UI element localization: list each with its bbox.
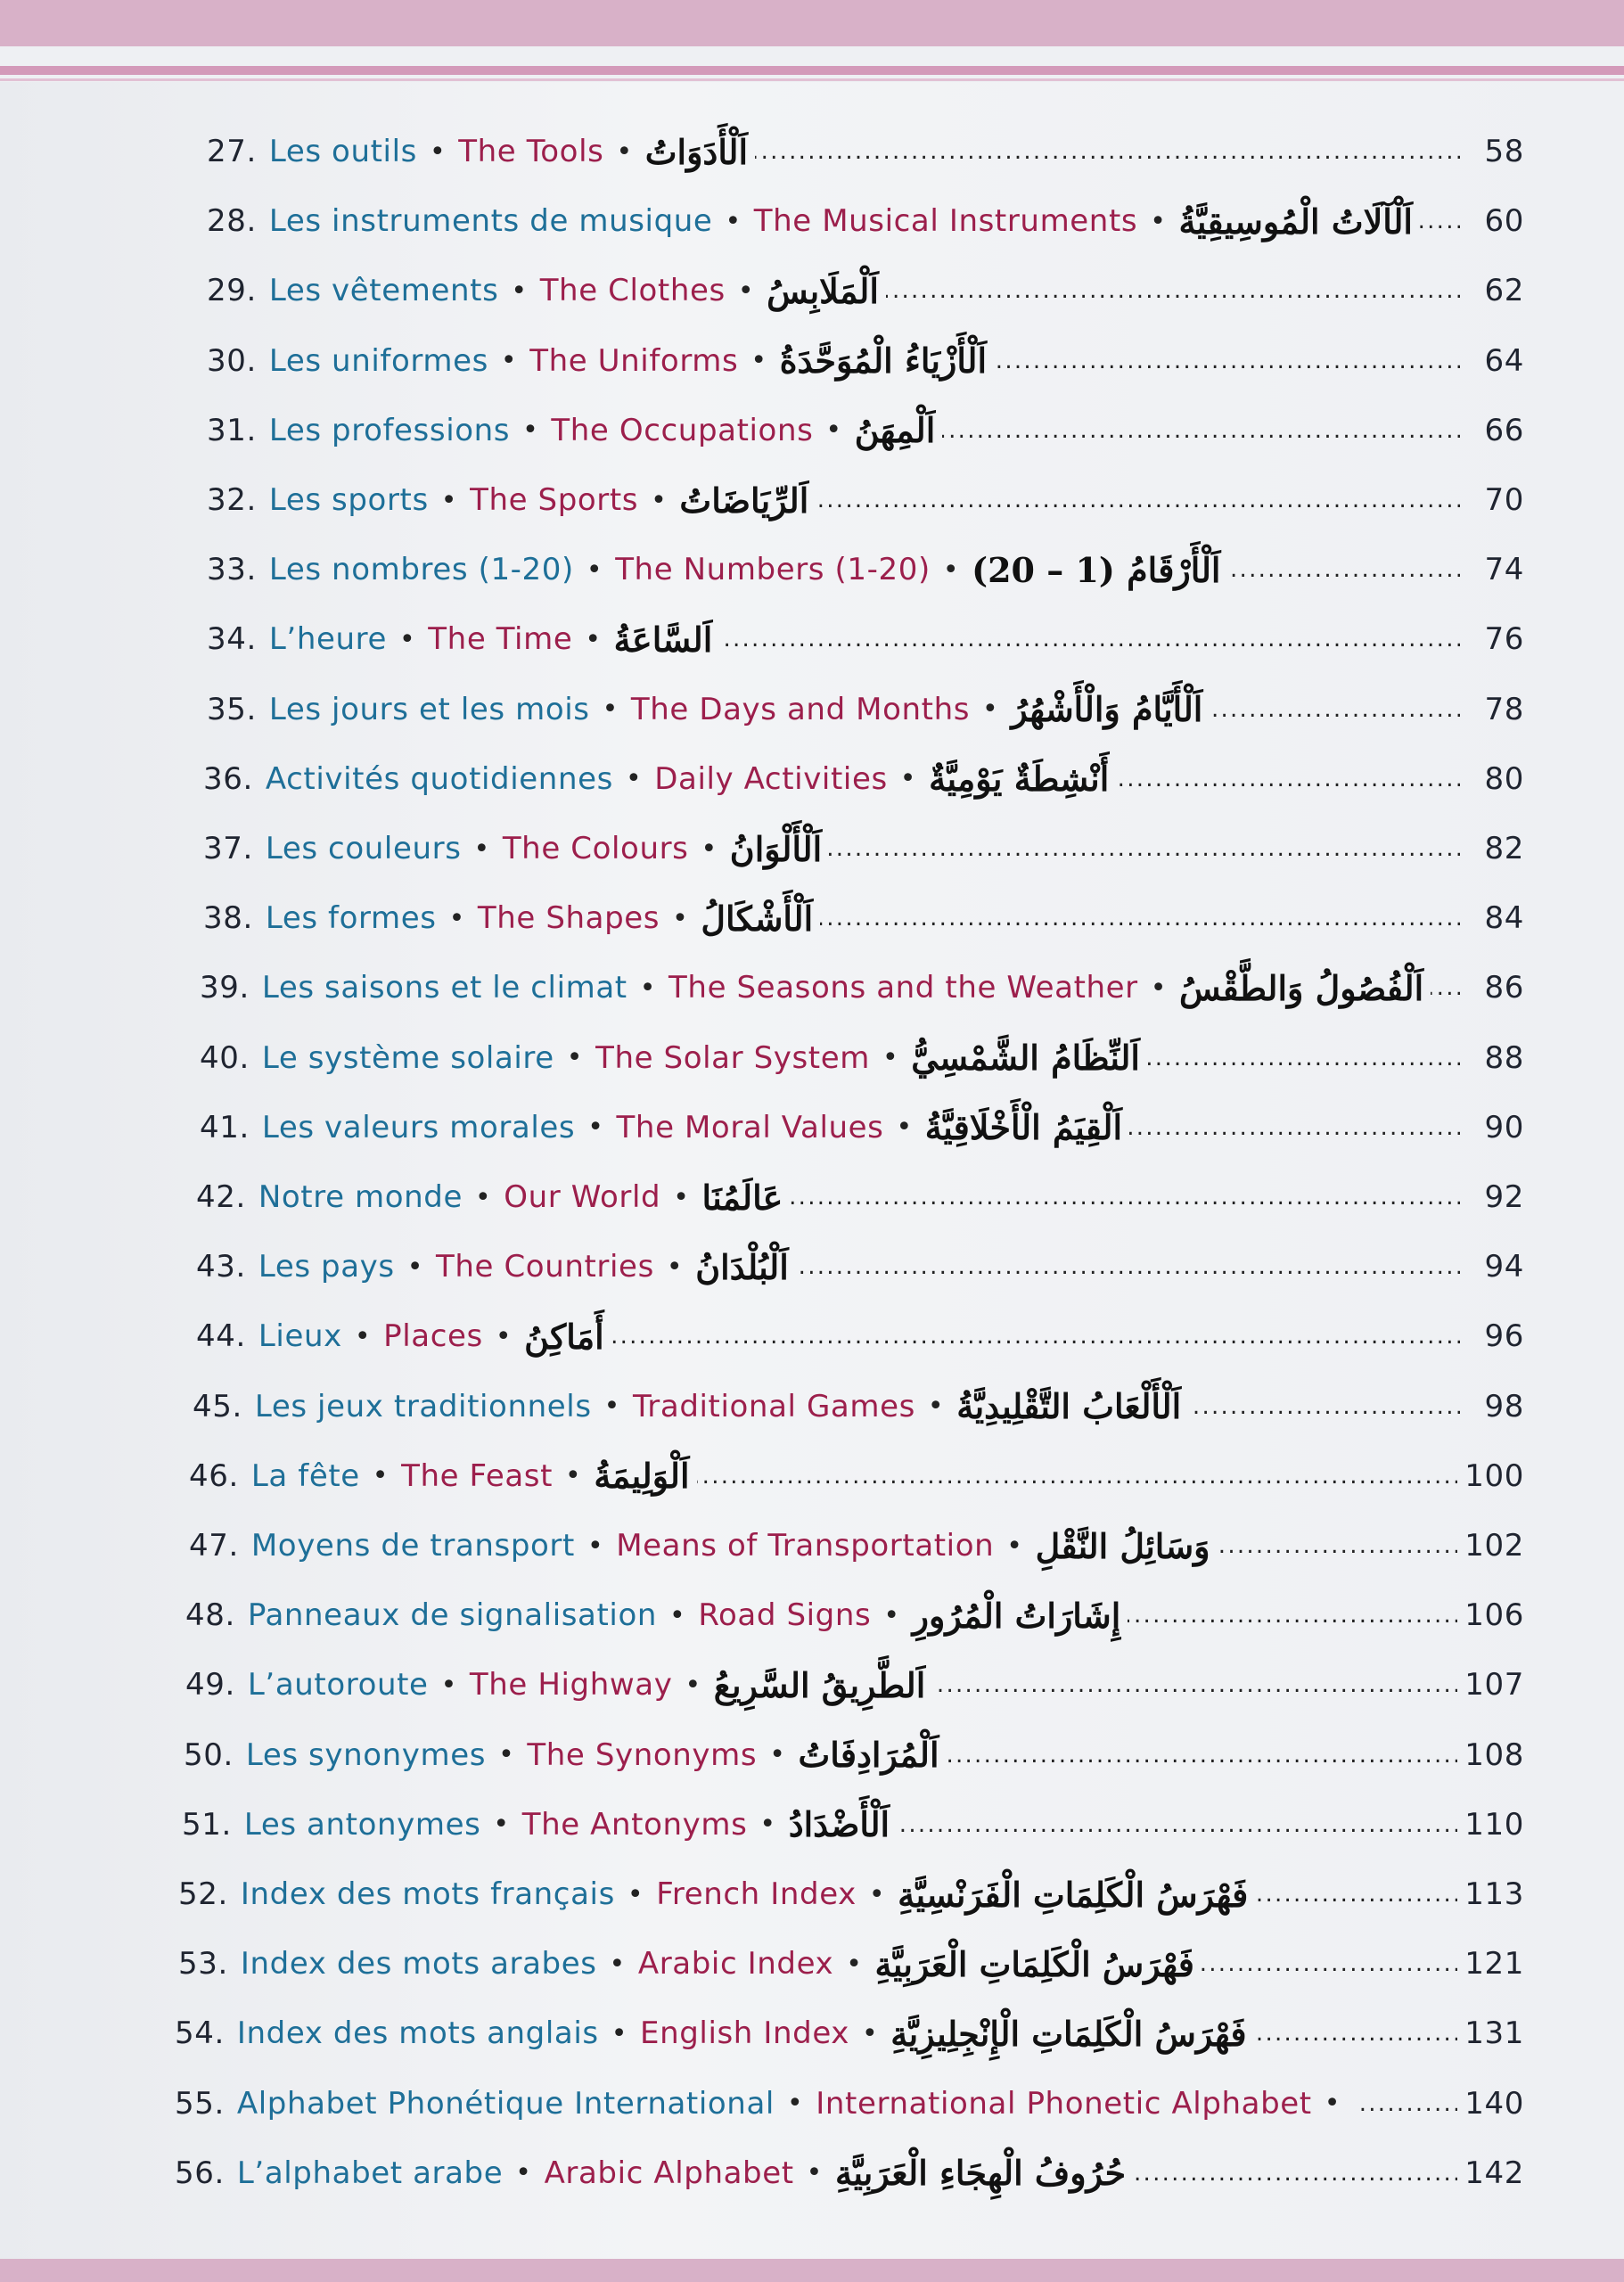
bullet-separator: • — [515, 2157, 532, 2189]
bullet-separator: • — [825, 415, 842, 447]
entry-page-number: 110 — [1464, 1806, 1524, 1843]
entry-title-french: Les jeux traditionnels — [254, 1388, 592, 1424]
toc-entry[interactable] — [203, 752, 1524, 806]
toc-entry[interactable] — [189, 1519, 1524, 1572]
entry-title-arabic: أَمَاكِنُ — [524, 1316, 604, 1357]
bullet-separator: • — [639, 972, 657, 1004]
entry-title-english: The Antonyms — [521, 1806, 748, 1843]
bullet-separator: • — [627, 1878, 644, 1910]
entry-number: 56. — [175, 2155, 225, 2191]
entry-title-french: Alphabet Phonétique International — [236, 2085, 775, 2122]
entry-page-number: 84 — [1484, 900, 1524, 937]
dot-leader — [1218, 1528, 1458, 1564]
entry-page-number: 107 — [1464, 1667, 1524, 1703]
bullet-separator: • — [725, 205, 742, 237]
entry-page-number: 76 — [1484, 621, 1524, 658]
entry-page-number: 113 — [1464, 1876, 1524, 1912]
entry-title-french: Les couleurs — [265, 831, 462, 866]
entry-title-arabic: اَلْأَدَوَاتُ — [644, 131, 749, 172]
dot-leader — [1133, 2155, 1457, 2191]
dot-leader — [719, 621, 1460, 657]
entry-number: 33. — [207, 552, 257, 588]
entry-title-french: Lieux — [258, 1318, 342, 1355]
entry-number: 40. — [200, 1039, 250, 1076]
entry-title-english: The Sports — [470, 482, 639, 518]
entry-number: 31. — [207, 412, 257, 448]
entry-number: 49. — [185, 1667, 235, 1703]
bullet-separator: • — [511, 275, 528, 307]
entry-title-french: Les outils — [268, 134, 417, 169]
bullet-separator: • — [429, 135, 447, 168]
entry-title-arabic: اَلْآلَاتُ الْمُوسِيقِيَّةُ — [1178, 201, 1413, 242]
bullet-separator: • — [737, 275, 755, 307]
dot-leader — [994, 343, 1460, 379]
entry-title-arabic: اَلْأَيَّامُ وَالْأَشْهُرُ — [1011, 689, 1203, 730]
entry-number: 46. — [189, 1457, 239, 1494]
dot-leader — [1255, 1876, 1457, 1912]
bullet-separator: • — [672, 902, 689, 934]
entry-number: 28. — [207, 203, 257, 240]
entry-page-number: 102 — [1464, 1528, 1524, 1564]
dot-leader — [932, 1667, 1457, 1703]
bullet-separator: • — [927, 1391, 945, 1423]
toc-entry[interactable] — [207, 334, 1524, 388]
entry-title-english: The Uniforms — [529, 342, 739, 379]
bullet-separator: • — [354, 1320, 372, 1352]
bullet-separator: • — [982, 694, 999, 726]
entry-number: 50. — [184, 1736, 234, 1773]
entry-title-arabic: اَلنِّظَامُ الشَّمْسِيُّ — [911, 1038, 1140, 1079]
dot-leader — [755, 134, 1460, 169]
toc-entry[interactable] — [207, 404, 1524, 457]
entry-page-number: 88 — [1484, 1039, 1524, 1076]
entry-title-french: Moyens de transport — [250, 1528, 575, 1564]
dot-leader — [796, 1249, 1460, 1285]
dot-leader — [1210, 692, 1460, 727]
entry-page-number: 74 — [1484, 552, 1524, 588]
entry-title-arabic: اَلْمُرَادِفَاتُ — [798, 1735, 939, 1776]
dot-leader — [697, 1458, 1458, 1494]
bullet-separator: • — [586, 1530, 604, 1562]
toc-entry[interactable] — [207, 194, 1524, 248]
entry-number: 27. — [207, 134, 257, 169]
entry-page-number: 142 — [1464, 2155, 1524, 2191]
entry-title-english: The Clothes — [539, 273, 726, 309]
bullet-separator: • — [759, 1809, 776, 1841]
entry-number: 29. — [207, 273, 257, 309]
entry-title-arabic: اَلْبُلْدَانُ — [695, 1246, 789, 1287]
entry-title-english: The Solar System — [595, 1039, 870, 1076]
entry-title-english: The Time — [428, 621, 573, 658]
bullet-separator: • — [769, 1739, 786, 1771]
entry-page-number: 131 — [1464, 2015, 1524, 2052]
entry-number: 30. — [207, 342, 257, 379]
entry-page-number: 140 — [1464, 2085, 1524, 2122]
bullet-separator: • — [942, 554, 960, 586]
entry-title-arabic: حُرُوفُ الْهِجَاءِ الْعَرَبِيَّةِ — [834, 2153, 1127, 2194]
bullet-separator: • — [882, 1042, 899, 1074]
toc-entry[interactable] — [200, 1101, 1524, 1154]
bullet-separator: • — [609, 1948, 626, 1980]
entry-title-english: The Colours — [502, 831, 689, 866]
dot-leader — [1202, 1946, 1457, 1982]
entry-number: 53. — [178, 1946, 228, 1982]
bullet-separator: • — [1150, 205, 1167, 237]
entry-number: 42. — [196, 1179, 246, 1215]
entry-page-number: 121 — [1464, 1946, 1524, 1982]
entry-title-arabic: اَلْفُصُولُ وَالطَّقْسُ — [1179, 967, 1424, 1008]
entry-page-number: 96 — [1484, 1318, 1524, 1355]
entry-title-english: The Musical Instruments — [753, 203, 1138, 240]
dot-leader — [829, 831, 1460, 866]
entry-page-number: 64 — [1484, 342, 1524, 379]
bullet-separator: • — [861, 2017, 879, 2049]
entry-page-number: 86 — [1484, 970, 1524, 1006]
toc-entry[interactable] — [196, 1309, 1524, 1363]
entry-title-english: English Index — [639, 2015, 849, 2052]
entry-number: 44. — [196, 1318, 246, 1355]
toc-entry[interactable] — [178, 1867, 1524, 1921]
entry-title-french: Les instruments de musique — [268, 203, 713, 240]
bullet-separator: • — [566, 1042, 584, 1074]
bullet-separator: • — [1324, 2088, 1341, 2120]
bullet-separator: • — [846, 1948, 863, 1980]
entry-number: 51. — [182, 1806, 232, 1843]
bullet-separator: • — [883, 1599, 900, 1631]
entry-title-french: Les valeurs morales — [261, 1109, 576, 1145]
entry-page-number: 100 — [1464, 1457, 1524, 1494]
toc-entry[interactable] — [196, 1170, 1524, 1224]
dot-leader — [942, 413, 1460, 448]
entry-title-english: Means of Transportation — [616, 1528, 995, 1564]
entry-page-number: 58 — [1484, 134, 1524, 169]
entry-title-english: The Highway — [469, 1667, 673, 1703]
bullet-separator: • — [616, 135, 633, 168]
dot-leader — [1254, 2015, 1458, 2051]
bullet-separator: • — [493, 1809, 510, 1841]
bullet-separator: • — [611, 2017, 627, 2049]
entry-number: 35. — [207, 691, 257, 727]
entry-title-english: Daily Activities — [654, 760, 888, 797]
toc-entry[interactable] — [207, 612, 1524, 666]
entry-title-french: L’heure — [268, 621, 387, 658]
toc-entry[interactable] — [175, 2007, 1524, 2060]
entry-title-french: Index des mots arabes — [240, 1946, 597, 1982]
entry-title-english: The Occupations — [551, 412, 814, 448]
entry-page-number: 108 — [1464, 1736, 1524, 1773]
bullet-separator: • — [666, 1251, 684, 1283]
dot-leader — [886, 273, 1460, 308]
toc-entry[interactable] — [196, 1240, 1524, 1293]
bullet-separator: • — [440, 1669, 457, 1701]
toc-entry[interactable] — [200, 1031, 1524, 1085]
toc-entry[interactable] — [185, 1658, 1524, 1712]
dot-leader — [816, 482, 1460, 518]
entry-title-arabic: اَلسَّاعَةُ — [613, 619, 713, 660]
entry-number: 34. — [207, 621, 257, 658]
toc-entry[interactable] — [203, 891, 1524, 945]
entry-title-arabic: فَهْرَسُ الْكَلِمَاتِ الْإِنْجِلِيزِيَّةِ — [890, 2013, 1247, 2054]
entry-title-english: The Tools — [458, 134, 604, 169]
bullet-separator: • — [669, 1599, 686, 1631]
entry-title-english: Arabic Index — [637, 1946, 834, 1982]
toc-entry[interactable] — [182, 1798, 1524, 1851]
toc-entry[interactable] — [184, 1728, 1524, 1782]
entry-title-arabic: اَلْأَلْوَانُ — [729, 828, 823, 869]
dot-leader — [611, 1318, 1460, 1354]
entry-title-english: The Shapes — [477, 900, 660, 937]
entry-page-number: 92 — [1484, 1179, 1524, 1215]
entry-page-number: 78 — [1484, 691, 1524, 727]
entry-number: 45. — [193, 1388, 242, 1424]
entry-title-french: L’alphabet arabe — [236, 2155, 504, 2191]
entry-number: 37. — [203, 831, 253, 866]
entry-title-french: Le système solaire — [261, 1039, 554, 1076]
bullet-separator: • — [585, 623, 602, 655]
entry-page-number: 60 — [1484, 203, 1524, 240]
dot-leader — [1128, 1597, 1457, 1633]
bullet-separator: • — [868, 1878, 886, 1910]
bullet-separator: • — [474, 1181, 492, 1213]
entry-number: 55. — [175, 2085, 225, 2122]
bullet-separator: • — [806, 2157, 823, 2189]
entry-title-arabic: اَلْأَشْكَالُ — [701, 898, 814, 939]
bullet-separator: • — [586, 554, 603, 586]
entry-title-arabic: اَلْمِهَنُ — [854, 410, 936, 451]
dot-leader — [1420, 203, 1460, 239]
dot-leader — [1227, 552, 1460, 587]
dot-leader — [947, 1737, 1458, 1773]
bullet-separator: • — [448, 902, 465, 934]
dot-leader — [1147, 1040, 1460, 1076]
entry-title-french: Les uniformes — [268, 342, 488, 379]
dot-leader — [1431, 970, 1460, 1006]
entry-title-arabic: اَلطَّرِيقُ السَّرِيعُ — [713, 1664, 926, 1705]
entry-page-number: 82 — [1484, 831, 1524, 866]
entry-title-english: The Days and Months — [630, 691, 971, 727]
bullet-separator: • — [786, 2088, 804, 2120]
toc-entry[interactable] — [193, 1380, 1524, 1433]
entry-number: 43. — [196, 1249, 246, 1285]
entry-number: 52. — [178, 1876, 228, 1912]
entry-title-english: The Synonyms — [527, 1736, 758, 1773]
toc-entry[interactable] — [203, 822, 1524, 875]
entry-title-english: Traditional Games — [632, 1388, 915, 1424]
entry-page-number: 90 — [1484, 1109, 1524, 1145]
entry-title-english: The Moral Values — [616, 1109, 884, 1145]
toc-entry[interactable] — [200, 961, 1524, 1014]
entry-title-arabic: فَهْرَسُ الْكَلِمَاتِ الْفَرَنْسِيَّةِ — [898, 1874, 1249, 1915]
entry-title-french: Panneaux de signalisation — [247, 1597, 658, 1634]
bullet-separator: • — [673, 1181, 690, 1213]
entry-title-english: International Phonetic Alphabet — [816, 2085, 1312, 2122]
dot-leader — [897, 1807, 1457, 1843]
toc-entry[interactable] — [175, 2077, 1524, 2130]
entry-title-french: Les pays — [258, 1249, 395, 1285]
entry-page-number: 98 — [1484, 1388, 1524, 1424]
entry-title-french: Les jours et les mois — [268, 691, 590, 727]
entry-title-french: Activités quotidiennes — [265, 760, 613, 797]
entry-title-arabic: عَالَمُنَا — [701, 1177, 783, 1218]
bullet-separator: • — [498, 1739, 515, 1771]
bullet-separator: • — [685, 1669, 701, 1701]
dot-leader — [1129, 1110, 1460, 1145]
entry-title-arabic: اَلْأَضْدَادُ — [788, 1804, 890, 1845]
entry-title-french: Les professions — [268, 412, 511, 448]
bullet-separator: • — [899, 763, 917, 795]
entry-page-number: 80 — [1484, 760, 1524, 797]
entry-title-french: Index des mots anglais — [236, 2015, 599, 2052]
entry-title-arabic: اَلْوَلِيمَةُ — [594, 1456, 690, 1497]
bullet-separator: • — [603, 1391, 620, 1423]
bullet-separator: • — [500, 345, 518, 377]
dot-leader — [1360, 2086, 1457, 2122]
toc-entry[interactable] — [207, 683, 1524, 736]
toc-entry[interactable] — [175, 2147, 1524, 2200]
entry-number: 54. — [175, 2015, 225, 2052]
bullet-separator: • — [1150, 972, 1168, 1004]
dot-leader — [1188, 1389, 1460, 1424]
entry-number: 48. — [185, 1597, 235, 1634]
bullet-separator: • — [522, 415, 539, 447]
entry-title-french: Les nombres (1-20) — [268, 552, 574, 588]
entry-title-english: Arabic Alphabet — [544, 2155, 794, 2191]
entry-page-number: 106 — [1464, 1597, 1524, 1634]
bullet-separator: • — [701, 833, 718, 865]
bullet-separator: • — [372, 1460, 390, 1492]
toc-entry[interactable] — [178, 1937, 1524, 1991]
entry-title-french: La fête — [250, 1457, 360, 1494]
entry-number: 32. — [207, 482, 257, 518]
entry-page-number: 66 — [1484, 412, 1524, 448]
entry-number: 39. — [200, 970, 250, 1006]
entry-title-french: L’autoroute — [247, 1667, 429, 1703]
entry-title-arabic: وَسَائِلُ النَّقْلِ — [1035, 1525, 1210, 1566]
entry-title-english: Our World — [504, 1179, 661, 1215]
dot-leader — [820, 900, 1460, 936]
entry-title-french: Notre monde — [258, 1179, 463, 1215]
entry-number: 41. — [200, 1109, 250, 1145]
entry-title-arabic: اَلْقِيَمُ الْأَخْلَاقِيَّةُ — [924, 1107, 1123, 1148]
bullet-separator: • — [399, 623, 416, 655]
bullet-separator: • — [1006, 1530, 1023, 1562]
entry-title-french: Les vêtements — [268, 273, 499, 309]
toc-entry[interactable] — [207, 543, 1524, 596]
entry-title-english: The Seasons and the Weather — [668, 970, 1138, 1006]
toc-entry[interactable] — [207, 264, 1524, 317]
bullet-separator: • — [565, 1460, 582, 1492]
entry-title-arabic: اَلْمَلَابِسُ — [767, 270, 879, 311]
entry-title-english: French Index — [656, 1876, 857, 1912]
bullet-separator: • — [651, 484, 668, 516]
bullet-separator: • — [602, 694, 619, 726]
bullet-separator: • — [587, 1112, 604, 1144]
entry-title-french: Les antonymes — [243, 1806, 481, 1843]
entry-number: 36. — [203, 760, 253, 797]
toc-entry[interactable] — [189, 1449, 1524, 1503]
toc-entry[interactable] — [185, 1588, 1524, 1642]
bullet-separator: • — [750, 345, 767, 377]
entry-number: 47. — [189, 1528, 239, 1564]
entry-title-arabic: اَلْأَرْقَامُ (1 – 20) — [972, 549, 1221, 590]
entry-number: 38. — [203, 900, 253, 937]
entry-title-english: The Countries — [436, 1249, 654, 1285]
entry-title-french: Les sports — [268, 482, 429, 518]
bullet-separator: • — [495, 1320, 513, 1352]
bullet-separator: • — [896, 1112, 913, 1144]
entry-page-number: 70 — [1484, 482, 1524, 518]
entry-title-french: Index des mots français — [240, 1876, 615, 1912]
entry-page-number: 94 — [1484, 1249, 1524, 1285]
bullet-separator: • — [440, 484, 458, 516]
entry-title-english: The Numbers (1-20) — [615, 552, 931, 588]
dot-leader — [790, 1179, 1460, 1215]
entry-title-arabic: اَلرِّيَاضَاتُ — [679, 480, 809, 521]
entry-title-english: Road Signs — [698, 1597, 872, 1634]
entry-title-arabic: اَلْأَزْيَاءُ الْمُوَحَّدَةُ — [779, 341, 988, 382]
bullet-separator: • — [473, 833, 490, 865]
toc-entry[interactable] — [207, 473, 1524, 527]
entry-title-arabic: فَهْرَسُ الْكَلِمَاتِ الْعَرَبِيَّةِ — [874, 1943, 1194, 1984]
entry-title-english: Places — [383, 1318, 483, 1355]
toc-entry[interactable] — [207, 125, 1524, 178]
entry-title-arabic: اَلْأَلْعَابُ التَّقْلِيدِيَّةُ — [956, 1386, 1182, 1427]
entry-title-french: Les synonymes — [245, 1736, 487, 1773]
entry-page-number: 62 — [1484, 273, 1524, 309]
bullet-separator: • — [625, 763, 643, 795]
entry-title-english: The Feast — [401, 1457, 554, 1494]
entry-title-french: Les saisons et le climat — [261, 970, 627, 1006]
bullet-separator: • — [406, 1251, 424, 1283]
entry-title-arabic: أَنْشِطَةٌ يَوْمِيَّةٌ — [929, 759, 1110, 800]
entry-title-french: Les formes — [265, 900, 437, 937]
entry-title-arabic: إِشَارَاتُ الْمُرُورِ — [912, 1595, 1121, 1636]
dot-leader — [1116, 761, 1460, 797]
